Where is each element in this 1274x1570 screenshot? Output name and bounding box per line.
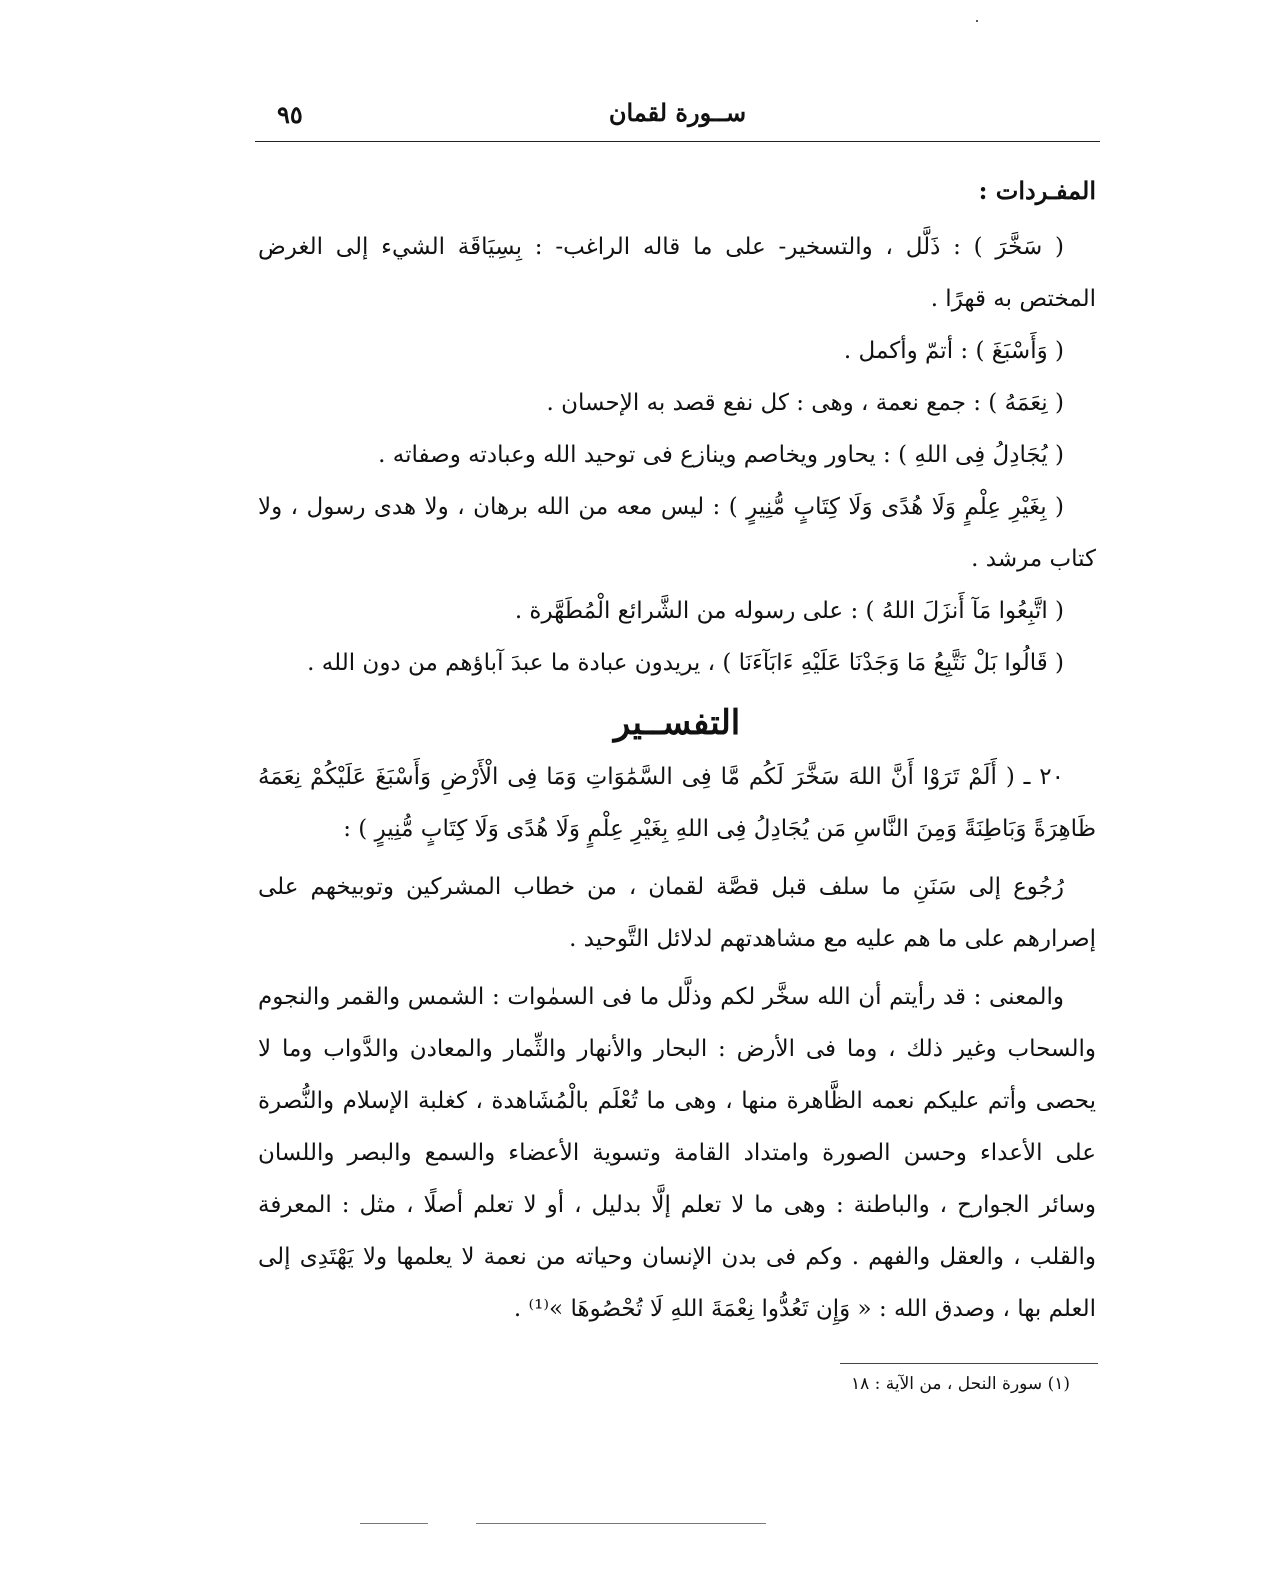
footnote: (١) سورة النحل ، من الآية : ١٨ <box>850 1374 1070 1394</box>
running-title: ســورة لقمان <box>608 98 747 127</box>
verse-20: ٢٠ ـ ( أَلَمْ تَرَوْا أَنَّ اللهَ سَخَّرَ لَكُم مَّا فِى السَّمَٰوَاتِ وَمَا فِى الْأَرْضِ وَأَسْبَغَ عَلَيْكُمْ نِعَمَهُ ظَاهِرَةً وَبَاطِنَةً وَمِنَ النَّاسِ مَن يُجَادِلُ فِى اللهِ بِغَيْرِ عِلْمٍ وَلَا هُدًى وَلَا كِتَابٍ مُّنِيرٍ ) : <box>258 764 1096 842</box>
bottom-rule-short <box>360 1523 428 1524</box>
footnote-rule <box>840 1363 1098 1364</box>
page-header <box>255 98 1100 138</box>
vocab-item-niamahu: ( نِعَمَهُ ) : جمع نعمة ، وهى : كل نفع قصد به الإحسان . <box>546 390 1064 416</box>
vocabulary-label: المفـردات : <box>978 176 1096 205</box>
vocab-item-ittabiu: ( اتَّبِعُوا مَآ أَنزَلَ اللهُ ) : على رسوله من الشَّرائع الْمُطَهَّرة . <box>514 598 1064 624</box>
vocab-item-sakhkhara: ( سَخَّرَ ) : ذَلَّل ، والتسخير- على ما قاله الراغب- : بِسِيَاقَة الشيء إلى الغرض المختص به قهرًا . <box>258 234 1096 312</box>
page-number: ٩٥ <box>277 100 303 129</box>
bottom-rule-long <box>476 1523 766 1524</box>
main-content <box>258 165 1096 1335</box>
vocab-item-qalu: ( قَالُوا بَلْ نَتَّبِعُ مَا وَجَدْنَا عَلَيْهِ ءَابَآءَنَا ) ، يريدون عبادة ما عبدَ آباؤهم من دون الله . <box>307 650 1064 676</box>
header-rule <box>255 141 1100 142</box>
tafsir-paragraph-2: والمعنى : قد رأيتم أن الله سخَّر لكم وذلَّل ما فى السمٰوات : الشمس والقمر والنجوم والسحاب وغير ذلك ، وما فى الأرض : البحار والأنهار والثِّمار والمعادن والدَّواب وما لا يحصى وأتم عليكم نعمه الظَّاهرة منها ، وهى ما تُعْلَم بالْمُشَاهدة ، كغلبة الإسلام والنُّصرة على الأعداء وحسن الصورة وامتداد القامة وتسوية الأعضاء والسمع والبصر واللسان وسائر الجوارح ، والباطنة : وهى ما لا تعلم إلَّا بدليل ، أو لا تعلم أصلًا ، مثل : المعرفة والقلب ، والعقل والفهم . وكم فى بدن الإنسان وحياته من نعمة لا يعلمها ولا يَهْتَدِى إلى العلم بها ، وصدق الله : « وَإِن تَعُدُّوا نِعْمَةَ اللهِ لَا تُحْصُوهَا »⁽¹⁾ . <box>258 984 1096 1322</box>
vocab-item-yujadilu: ( يُجَادِلُ فِى اللهِ ) : يحاور ويخاصم وينازع فى توحيد الله وعبادته وصفاته . <box>378 442 1064 468</box>
vocab-item-asbagha: ( وَأَسْبَغَ ) : أتمّ وأكمل . <box>843 338 1064 364</box>
tafsir-paragraph-1: رُجُوع إلى سَنَنِ ما سلف قبل قصَّة لقمان ، من خطاب المشركين وتوبيخهم على إصرارهم على ما هم عليه مع مشاهدتهم لدلائل التَّوحيد . <box>258 874 1096 952</box>
tafsir-heading: التفســير <box>613 703 741 743</box>
scan-speck <box>976 20 978 22</box>
vocab-item-bighayri-ilm: ( بِغَيْرِ عِلْمٍ وَلَا هُدًى وَلَا كِتَابٍ مُّنِيرٍ ) : ليس معه من الله برهان ، ولا هدى رسول ، ولا كتاب مرشد . <box>258 494 1096 572</box>
